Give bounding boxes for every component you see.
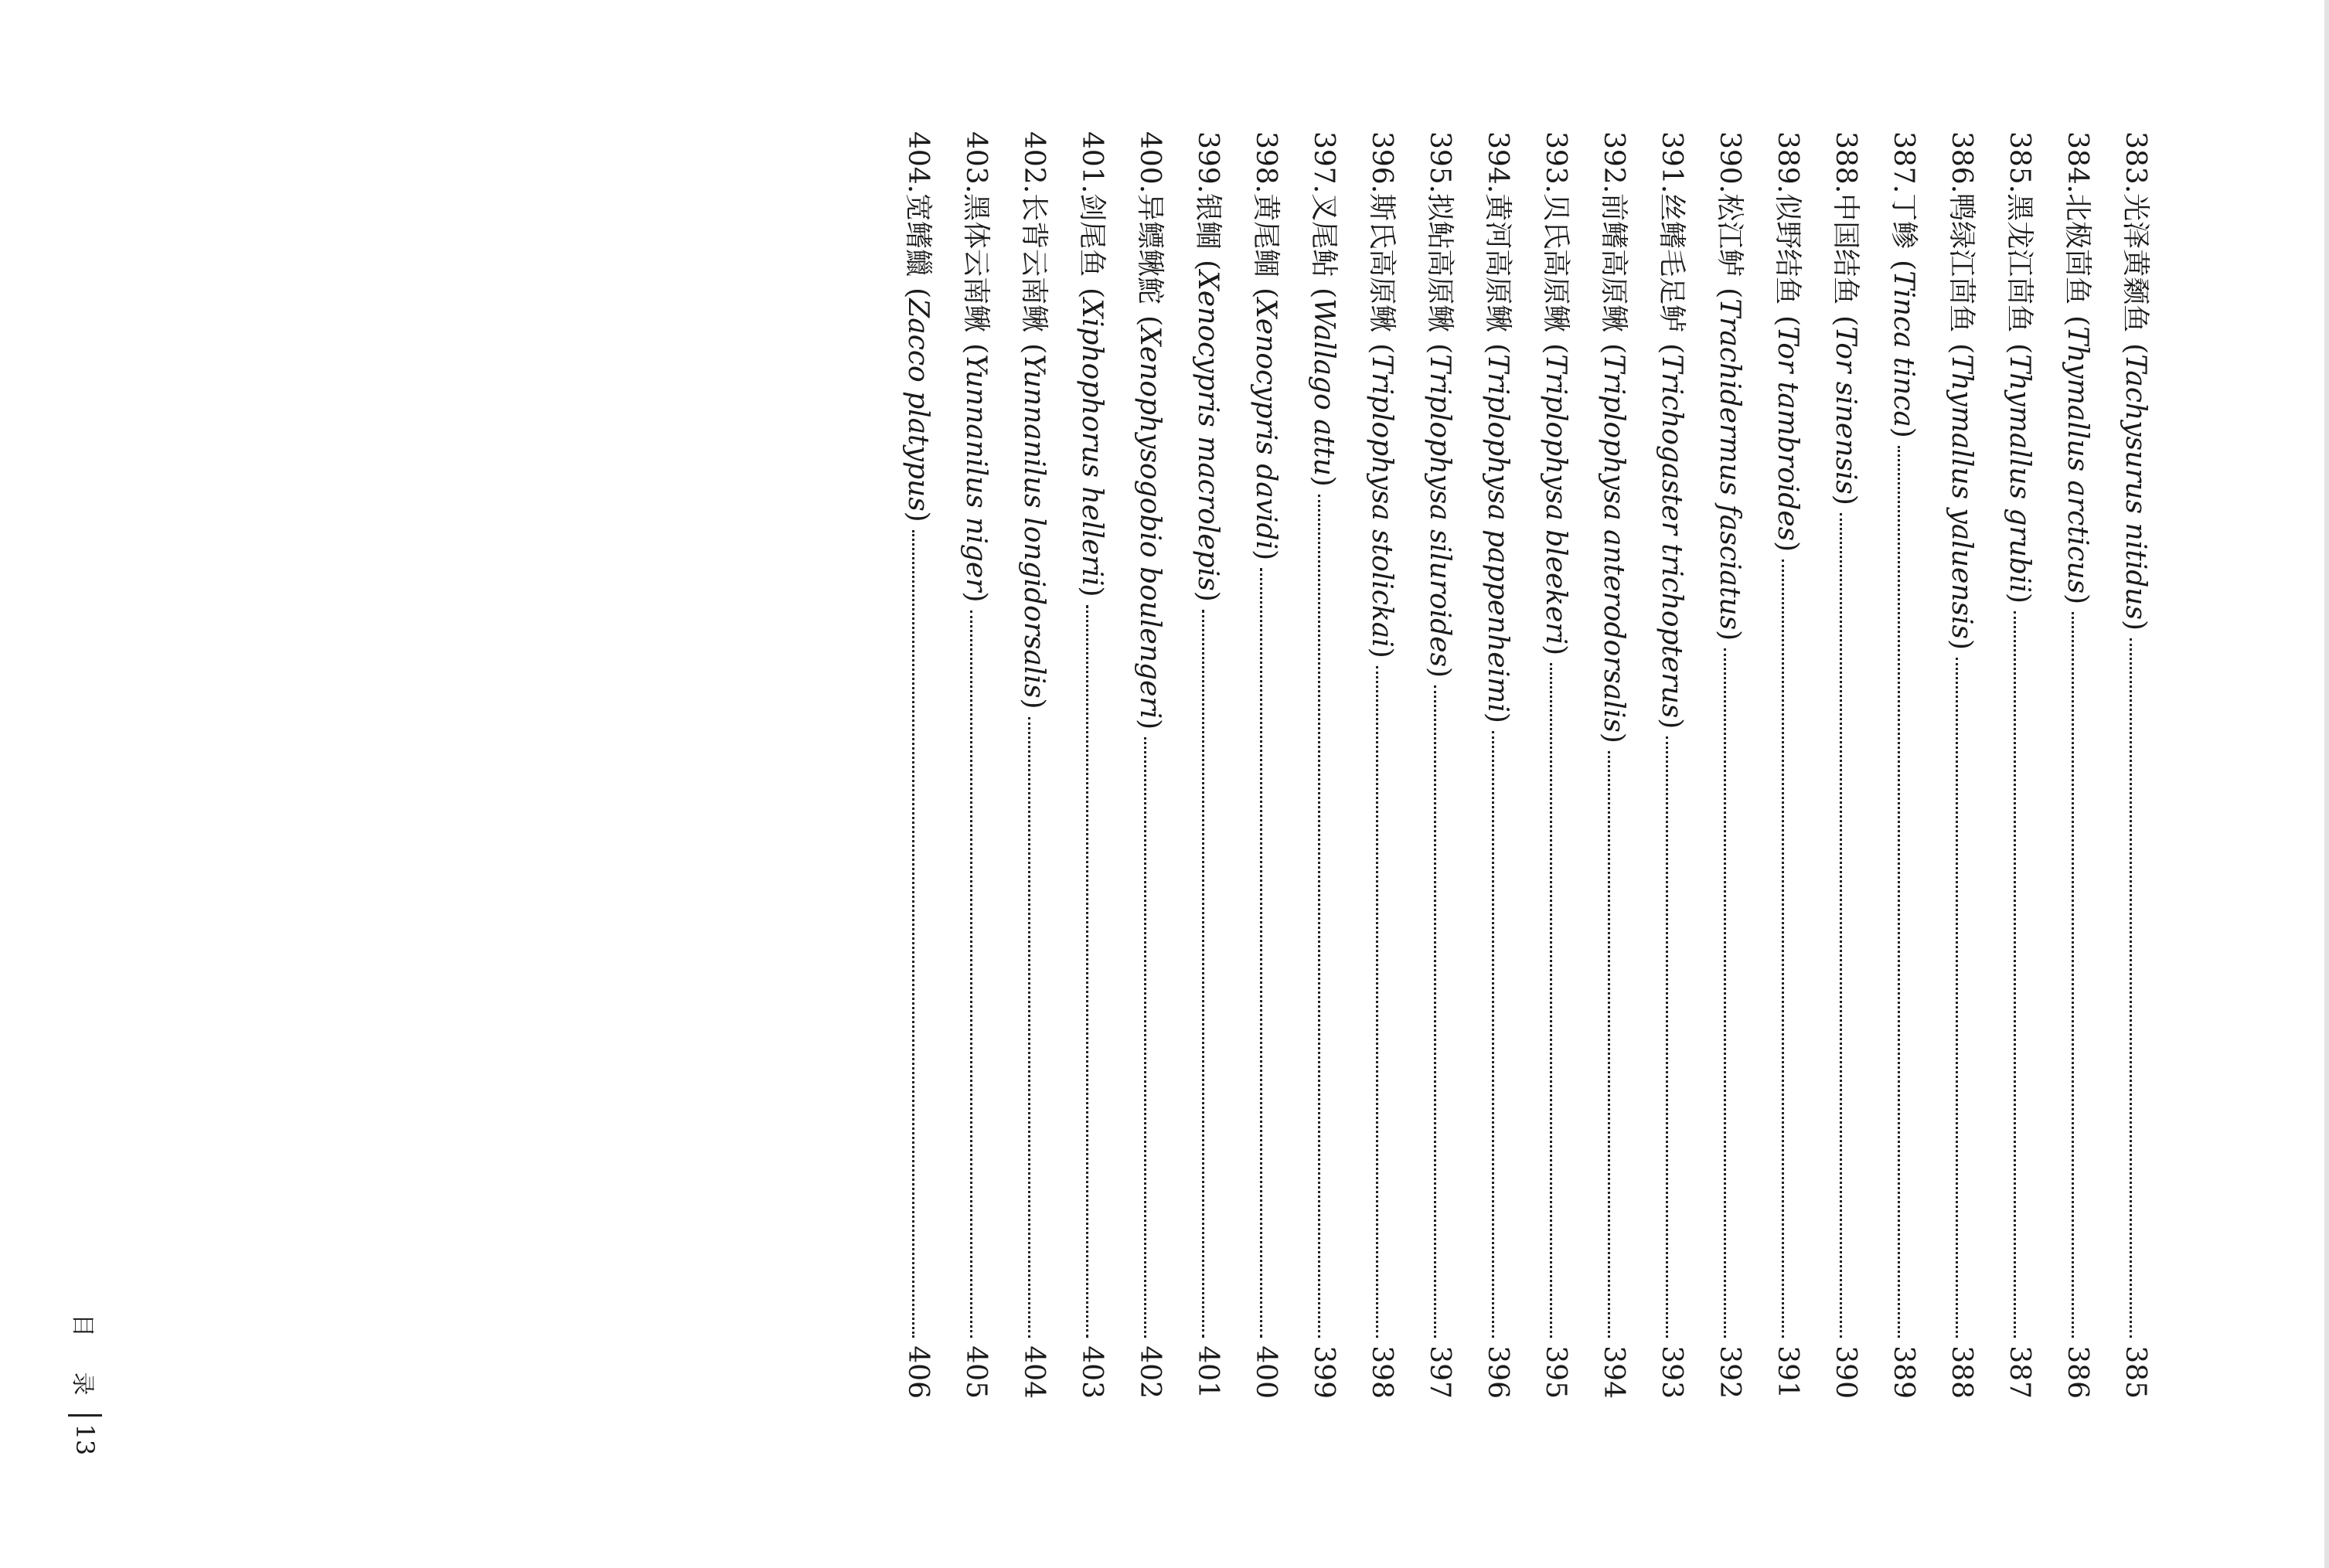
- toc-entry[interactable]: [1395, 131, 1456, 1399]
- toc-entry-close-paren: ): [1192, 590, 1224, 602]
- toc-entry-number: 397.: [1308, 131, 1340, 194]
- toc-entry[interactable]: [2033, 131, 2091, 1399]
- toc-entry-latin-name: Thymallus arcticus: [2062, 326, 2093, 594]
- toc-entry-chinese-name: 斯氏高原鳅: [1366, 193, 1398, 333]
- toc-entry-latin-name: Tor tambroides: [1772, 326, 1803, 542]
- toc-entry[interactable]: [1105, 131, 1166, 1399]
- toc-entry-latin-name: Xiphophorus hellerii: [1076, 298, 1108, 587]
- toc-entry-dot-leader: [1260, 568, 1262, 1338]
- toc-entry-chinese-name: 光泽黄颡鱼: [2120, 193, 2151, 333]
- toc-entry-page-number: 405: [960, 1345, 992, 1399]
- toc-entry-open-paren: (: [1424, 343, 1456, 355]
- toc-entry-page-number: 387: [2004, 1345, 2035, 1399]
- toc-entry-close-paren: ): [960, 591, 992, 603]
- toc-entry-close-paren: ): [1250, 549, 1282, 561]
- toc-entry-chinese-name: 贝氏高原鳅: [1540, 193, 1571, 333]
- toc-entry-latin-name: Wallago attu: [1308, 298, 1340, 476]
- toc-entry-latin-name: Tinca tinca: [1888, 270, 1919, 427]
- toc-entry-latin-name: Zacco platypus: [902, 298, 934, 512]
- toc-entry-latin-name: Triplophysa anterodorsalis: [1598, 354, 1629, 733]
- toc-entry-latin-name: Yunnanilus longidorsalis: [1018, 354, 1050, 699]
- toc-entry-page-number: 392: [1714, 1345, 1745, 1399]
- toc-entry-chinese-name: 拟鲇高原鳅: [1424, 193, 1456, 333]
- toc-entry-dot-leader: [1550, 663, 1552, 1338]
- toc-entry-page-number: 406: [902, 1345, 934, 1399]
- toc-entry-latin-name: Thymallus grubii: [2004, 354, 2035, 593]
- toc-entry-number: 391.: [1656, 131, 1687, 194]
- toc-entry-dot-leader: [1318, 495, 1320, 1338]
- toc-entry[interactable]: [931, 131, 992, 1399]
- toc-entry-open-paren: (: [1250, 287, 1282, 299]
- page-edge-shadow: [2324, 0, 2329, 1568]
- toc-entry-close-paren: ): [2062, 594, 2093, 605]
- toc-entry-page-number: 404: [1018, 1345, 1050, 1399]
- toc-entry[interactable]: [1221, 131, 1282, 1399]
- toc-entry-open-paren: (: [1366, 343, 1398, 355]
- toc-entry-dot-leader: [1898, 446, 1900, 1338]
- toc-entry-chinese-name: 松江鲈: [1714, 193, 1745, 277]
- toc-entry-open-paren: (: [2062, 315, 2093, 327]
- toc-entry-number: 399.: [1192, 131, 1224, 194]
- toc-entry-number: 384.: [2062, 131, 2093, 194]
- toc-entry-close-paren: ): [1946, 638, 1977, 650]
- toc-entry-number: 404.: [902, 131, 934, 194]
- toc-entry-close-paren: ): [2004, 593, 2035, 604]
- toc-entry-page-number: 394: [1598, 1345, 1629, 1399]
- toc-entry[interactable]: [1685, 131, 1743, 1399]
- toc-entry-number: 387.: [1888, 131, 1919, 194]
- toc-entry-close-paren: ): [2120, 619, 2151, 631]
- toc-entry-dot-leader: [912, 530, 914, 1338]
- toc-entry-latin-name: Triplophysa pappenheimi: [1482, 354, 1514, 713]
- toc-entry-close-paren: ): [1134, 719, 1166, 730]
- toc-entry-open-paren: (: [1714, 287, 1745, 299]
- table-of-contents: [873, 131, 2149, 1399]
- toc-entry-number: 390.: [1714, 131, 1745, 194]
- toc-entry-dot-leader: [1782, 560, 1784, 1338]
- toc-entry-page-number: 403: [1076, 1345, 1108, 1399]
- toc-entry-latin-name: Trichogaster trichopterus: [1656, 354, 1687, 719]
- toc-entry-chinese-name: 黄河高原鳅: [1482, 193, 1514, 333]
- toc-entry-dot-leader: [1434, 685, 1436, 1338]
- toc-entry-close-paren: ): [1018, 698, 1050, 709]
- toc-entry-latin-name: Tor sinensis: [1830, 326, 1861, 495]
- toc-entry-open-paren: (: [1482, 343, 1514, 355]
- toc-entry-close-paren: ): [1830, 494, 1861, 505]
- toc-entry-page-number: 401: [1192, 1345, 1224, 1399]
- toc-entry-open-paren: (: [1888, 260, 1919, 271]
- toc-entry[interactable]: [1511, 131, 1569, 1399]
- toc-entry-latin-name: Xenophysogobio boulengeri: [1134, 326, 1166, 719]
- toc-entry[interactable]: [1859, 131, 1917, 1399]
- toc-entry-chinese-name: 丁鲹: [1888, 193, 1919, 250]
- toc-entry-chinese-name: 似野结鱼: [1772, 193, 1803, 305]
- toc-entry[interactable]: [873, 131, 934, 1399]
- toc-entry-page-number: 393: [1656, 1345, 1687, 1399]
- toc-entry-number: 386.: [1946, 131, 1977, 194]
- toc-entry-page-number: 388: [1946, 1345, 1977, 1399]
- footer-section-title: 目 录: [69, 1314, 96, 1410]
- toc-entry[interactable]: [1627, 131, 1685, 1399]
- toc-entry-close-paren: ): [1366, 647, 1398, 658]
- toc-entry-number: 403.: [960, 131, 992, 194]
- toc-entry-page-number: 400: [1250, 1345, 1282, 1399]
- toc-entry-dot-leader: [1956, 658, 1958, 1338]
- toc-entry-number: 400.: [1134, 131, 1166, 194]
- toc-entry-dot-leader: [1492, 731, 1494, 1338]
- toc-entry-chinese-name: 黑龙江茴鱼: [2004, 193, 2035, 333]
- toc-entry[interactable]: [1743, 131, 1801, 1399]
- toc-entry-open-paren: (: [1598, 343, 1629, 355]
- toc-entry-number: 395.: [1424, 131, 1456, 194]
- toc-entry[interactable]: [1453, 131, 1514, 1399]
- toc-entry-dot-leader: [1144, 737, 1146, 1338]
- toc-entry-page-number: 386: [2062, 1345, 2093, 1399]
- toc-entry-open-paren: (: [902, 287, 934, 299]
- toc-entry-latin-name: Triplophysa bleekeri: [1540, 354, 1571, 645]
- toc-entry-chinese-name: 中国结鱼: [1830, 193, 1861, 305]
- toc-entry-page-number: 385: [2120, 1345, 2151, 1399]
- toc-entry-open-paren: (: [1134, 315, 1166, 327]
- toc-entry-close-paren: ): [1888, 427, 1919, 438]
- toc-entry-number: 401.: [1076, 131, 1108, 194]
- footer-divider: [68, 1414, 102, 1417]
- toc-entry-open-paren: (: [2004, 343, 2035, 355]
- toc-entry-chinese-name: 剑尾鱼: [1076, 193, 1108, 277]
- toc-entry-latin-name: Triplophysa stolickai: [1366, 354, 1398, 648]
- toc-entry-latin-name: Triplophysa siluroides: [1424, 354, 1456, 668]
- toc-entry-number: 398.: [1250, 131, 1282, 194]
- toc-entry-chinese-name: 鸭绿江茴鱼: [1946, 193, 1977, 333]
- toc-entry-chinese-name: 叉尾鲇: [1308, 193, 1340, 277]
- toc-entry[interactable]: [1975, 131, 2033, 1399]
- toc-entry-chinese-name: 丝鳍毛足鲈: [1656, 193, 1687, 333]
- toc-entry-open-paren: (: [1656, 343, 1687, 355]
- toc-entry-open-paren: (: [1946, 343, 1977, 355]
- toc-entry-dot-leader: [2072, 612, 2074, 1338]
- toc-entry-dot-leader: [1840, 513, 1842, 1338]
- toc-entry-page-number: 398: [1366, 1345, 1398, 1399]
- toc-entry[interactable]: [1047, 131, 1108, 1399]
- toc-entry[interactable]: [1801, 131, 1859, 1399]
- toc-entry-dot-leader: [1376, 666, 1378, 1338]
- toc-entry-latin-name: Xenocypris davidi: [1250, 298, 1282, 550]
- toc-entry-number: 396.: [1366, 131, 1398, 194]
- toc-entry-close-paren: ): [1540, 645, 1571, 656]
- toc-entry-dot-leader: [1724, 648, 1726, 1338]
- toc-entry-dot-leader: [1666, 736, 1668, 1338]
- toc-entry-open-paren: (: [1308, 287, 1340, 299]
- toc-entry-chinese-name: 长背云南鳅: [1018, 193, 1050, 333]
- toc-entry[interactable]: [989, 131, 1050, 1399]
- toc-entry-open-paren: (: [2120, 343, 2151, 355]
- toc-entry-close-paren: ): [1656, 718, 1687, 730]
- toc-entry[interactable]: [1569, 131, 1627, 1399]
- toc-entry-page-number: 399: [1308, 1345, 1340, 1399]
- toc-entry-number: 389.: [1772, 131, 1803, 194]
- toc-entry[interactable]: [1917, 131, 1975, 1399]
- toc-entry-latin-name: Yunnanilus niger: [960, 354, 992, 592]
- toc-entry-close-paren: ): [1772, 541, 1803, 553]
- toc-entry-open-paren: (: [960, 343, 992, 355]
- toc-entry-chinese-name: 北极茴鱼: [2062, 193, 2093, 305]
- toc-entry-dot-leader: [970, 611, 972, 1338]
- toc-entry-latin-name: Trachidermus fasciatus: [1714, 298, 1745, 631]
- toc-entry-open-paren: (: [1830, 315, 1861, 327]
- toc-entry-close-paren: ): [1714, 630, 1745, 641]
- toc-entry-number: 385.: [2004, 131, 2035, 194]
- toc-entry-close-paren: ): [1076, 586, 1108, 597]
- toc-entry-open-paren: (: [1772, 315, 1803, 327]
- toc-entry-chinese-name: 黑体云南鳅: [960, 193, 992, 333]
- toc-entry[interactable]: [1279, 131, 1340, 1399]
- toc-entry-number: 383.: [2120, 131, 2151, 194]
- toc-entry-page-number: 391: [1772, 1345, 1803, 1399]
- toc-entry-close-paren: ): [902, 511, 934, 522]
- toc-entry-close-paren: ): [1482, 712, 1514, 723]
- toc-entry-dot-leader: [1028, 717, 1030, 1338]
- toc-entry-latin-name: Thymallus yaluensis: [1946, 354, 1977, 639]
- toc-entry[interactable]: [2091, 131, 2149, 1399]
- toc-entry-page-number: 396: [1482, 1345, 1514, 1399]
- footer-page-number: 13: [70, 1423, 100, 1456]
- toc-entry-dot-leader: [1086, 605, 1088, 1338]
- toc-entry-close-paren: ): [1308, 475, 1340, 487]
- toc-entry[interactable]: [1163, 131, 1224, 1399]
- toc-entry-page-number: 402: [1134, 1345, 1166, 1399]
- toc-entry-page-number: 395: [1540, 1345, 1571, 1399]
- toc-entry-dot-leader: [2130, 638, 2132, 1338]
- toc-entry[interactable]: [1337, 131, 1398, 1399]
- toc-entry-open-paren: (: [1076, 287, 1108, 299]
- running-footer: [68, 1314, 102, 1455]
- toc-entry-page-number: 390: [1830, 1345, 1861, 1399]
- toc-entry-dot-leader: [1608, 751, 1610, 1338]
- toc-entry-latin-name: Tachysurus nitidus: [2120, 354, 2151, 620]
- toc-entry-chinese-name: 黄尾鲴: [1250, 193, 1282, 277]
- toc-entry-chinese-name: 宽鳍鱲: [902, 193, 934, 277]
- toc-entry-number: 388.: [1830, 131, 1861, 194]
- toc-entry-number: 402.: [1018, 131, 1050, 194]
- toc-entry-open-paren: (: [1018, 343, 1050, 355]
- toc-entry-latin-name: Xenocypris macrolepis: [1192, 270, 1224, 591]
- toc-entry-page-number: 389: [1888, 1345, 1919, 1399]
- toc-entry-close-paren: ): [1598, 732, 1629, 743]
- toc-entry-close-paren: ): [1424, 667, 1456, 679]
- toc-entry-open-paren: (: [1540, 343, 1571, 355]
- toc-entry-chinese-name: 前鳍高原鳅: [1598, 193, 1629, 333]
- toc-entry-open-paren: (: [1192, 260, 1224, 271]
- toc-entry-chinese-name: 银鲴: [1192, 193, 1224, 250]
- toc-entry-page-number: 397: [1424, 1345, 1456, 1399]
- toc-entry-number: 392.: [1598, 131, 1629, 194]
- toc-entry-dot-leader: [2014, 611, 2016, 1338]
- toc-entry-number: 394.: [1482, 131, 1514, 194]
- toc-entry-number: 393.: [1540, 131, 1571, 194]
- toc-entry-dot-leader: [1202, 610, 1204, 1338]
- toc-entry-chinese-name: 异鳔鳅鮀: [1134, 193, 1166, 305]
